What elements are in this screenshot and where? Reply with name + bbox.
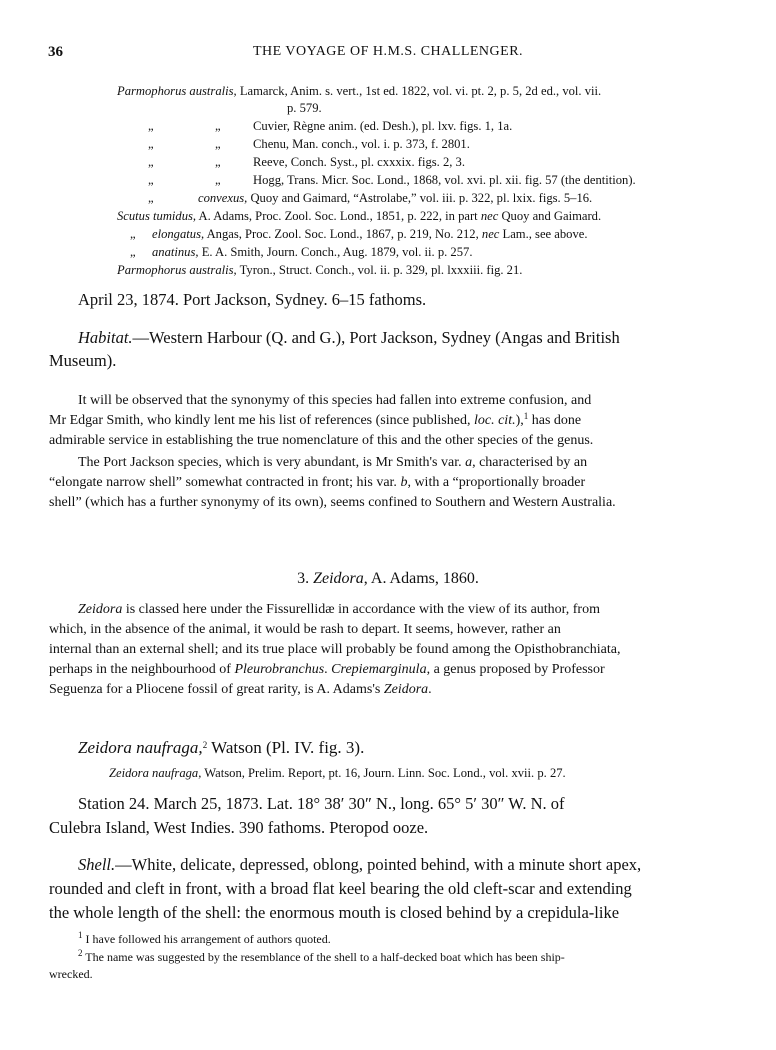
footnote-ref: 2: [202, 740, 208, 750]
synonymy-line: Parmophorus australis, Lamarck, Anim. s. vert., 1st ed. 1822, vol. vi. pt. 2, p. 5, 2d ed., vol. vii.: [117, 84, 602, 98]
species-heading: Zeidora naufraga,$^2$ Watson (Pl. IV. fig. 3).: [78, 738, 365, 757]
ditto-mark: „: [215, 155, 221, 169]
document-page: 36 THE VOYAGE OF H.M.S. CHALLENGER. Parmophorus australis, Lamarck, Anim. s. vert., 1st ed. 1822, vol. vi. pt. 2, p. 5, 2d ed., vol. vii. p. 579. „ „ Cuvier, Règne anim. (ed. Desh.), pl. lxv. figs. 1, 1a. „ „ Chenu, Man. conch., vol. i. p. 373, f. 2801. „ „ Reeve, Conch. Syst., pl. cxxxix. figs. 2, 3. „ „ Hogg, Trans. Micr. Soc. Lond., 1868, vol. xvi. pl. xii. fig. 57 (the dentition). „ convexus, Quoy and Gaimard, “Astrolabe,” vol. iii. p. 322, pl. lxix. figs. 5–16. Scutus tumidus, A. Adams, Proc. Zool. Soc. Lond., 1851, p. 222, in part nec Quoy and Gaimard. „ elongatus, Angas, Proc. Zool. Soc. Lond., 1867, p. 219, No. 212, nec Lam., see above. „ anatinus, E. A. Smith, Journ. Conch., Aug. 1879, vol. ii. p. 257. Parmophorus australis, Tyron., Struct. Conch., vol. ii. p. 329, pl. lxxxiii. fig. 21. April 23, 1874. Port Jackson, Sydney. 6–15 fathoms. Habitat.—Western Harbour (Q. and G.), Port Jackson, Sydney (Angas and British Museum). It will be observed that the synonymy of this species had fallen into extreme confusion, and Mr Edgar Smith, who kindly lent me his list of references (since published, loc. cit.),$^1$ has done admirable service in establishing the true nomenclature of this and the other species of the genus. The Port Jackson species, which is very abundant, is Mr Smith's var. a, characterised by an “elongate narrow shell” somewhat contracted in front; his var. b, with a “proportionally broader shell” (which has a further synonymy of its own), seems confined to Southern and Western Australia. 3. Zeidora, A. Adams, 1860. Zeidora is classed here under the Fissurellidæ in accordance with the view of its author, from which, in the absence of the animal, it would be rash to depart. It seems, however, rather an internal than an external shell; and its true place will probably be found among the Opisthobranchiata, perhaps in the neighbourhood of Pleurobranchus. Crepiemarginula, a genus proposed by Professor Seguenza for a Pliocene fossil of great rarity, is A. Adams's Zeidora. Zeidora naufraga,$^2$ Watson (Pl. IV. fig. 3). Zeidora naufraga, Watson, Prelim. Report, pt. 16, Journ. Linn. Soc. Lond., vol. xvii. p. 27. Station 24. March 25, 1873. Lat. 18° 38′ 30″ N., long. 65° 5′ 30″ W. N. of Culebra Island, West Indies. 390 fathoms. Pteropod ooze. Shell.—White, delicate, depressed, oblong, pointed behind, with a minute short apex, rounded and cleft in front, with a broad flat keel bearing the old cleft-scar and extending the whole length of the shell: the enormous mouth is closed behind by a crepidula-like $^1$ I have followed his arrangement of authors quoted. $^2$ The name was suggested by the resemblance of the shell to a half-decked boat which has been ship- wrecked.: [0, 0, 776, 1050]
ditto-mark: „: [215, 137, 221, 151]
synonymy-line: „ „ Chenu, Man. conch., vol. i. p. 373, f. 2801.: [148, 137, 470, 151]
station-record: April 23, 1874. Port Jackson, Sydney. 6–15 fathoms.: [78, 290, 427, 309]
ditto-mark: „: [148, 173, 154, 187]
synonymy-line: p. 579.: [287, 101, 322, 115]
ditto-mark: „: [148, 119, 154, 133]
synonymy-line: „ „ Hogg, Trans. Micr. Soc. Lond., 1868, vol. xvi. pl. xii. fig. 57 (the dentition).: [148, 173, 636, 187]
page-number: 36: [48, 44, 63, 60]
synonymy-line: „ elongatus, Angas, Proc. Zool. Soc. Lond., 1867, p. 219, No. 212, nec Lam., see above.: [130, 227, 588, 241]
synonymy-line: „ anatinus, E. A. Smith, Journ. Conch., Aug. 1879, vol. ii. p. 257.: [130, 245, 473, 259]
footnote-ref: 1: [523, 411, 529, 421]
ditto-mark: „: [215, 173, 221, 187]
running-title: THE VOYAGE OF H.M.S. CHALLENGER.: [252, 44, 524, 59]
synonymy-line: „ „ Reeve, Conch. Syst., pl. cxxxix. figs. 2, 3.: [148, 155, 465, 169]
synonymy-line: „ „ Cuvier, Règne anim. (ed. Desh.), pl. lxv. figs. 1, 1a.: [148, 119, 513, 133]
ditto-mark: „: [148, 155, 154, 169]
footnote: $^2$ The name was suggested by the resemblance of the shell to a half-decked boat which has been ship-: [78, 948, 565, 964]
footnote-continuation: wrecked.: [49, 967, 93, 981]
section-heading: 3. Zeidora, A. Adams, 1860.: [297, 570, 479, 587]
footnote: $^1$ I have followed his arrangement of authors quoted.: [78, 930, 331, 946]
page-header: [48, 44, 728, 64]
ditto-mark: „: [215, 119, 221, 133]
ditto-mark: „: [148, 137, 154, 151]
species-reference: Zeidora naufraga, Watson, Prelim. Report, pt. 16, Journ. Linn. Soc. Lond., vol. xvii. p. 27.: [109, 766, 566, 780]
ditto-mark: „: [148, 191, 154, 205]
synonymy-line: Parmophorus australis, Tyron., Struct. Conch., vol. ii. p. 329, pl. lxxxiii. fig. 21.: [117, 263, 523, 277]
synonymy-line: Scutus tumidus, A. Adams, Proc. Zool. Soc. Lond., 1851, p. 222, in part nec Quoy and Gaimard.: [117, 209, 602, 223]
ditto-mark: „: [130, 245, 136, 259]
ditto-mark: „: [130, 227, 136, 241]
synonymy-line: „ convexus, Quoy and Gaimard, “Astrolabe,” vol. iii. p. 322, pl. lxix. figs. 5–16.: [148, 191, 593, 205]
